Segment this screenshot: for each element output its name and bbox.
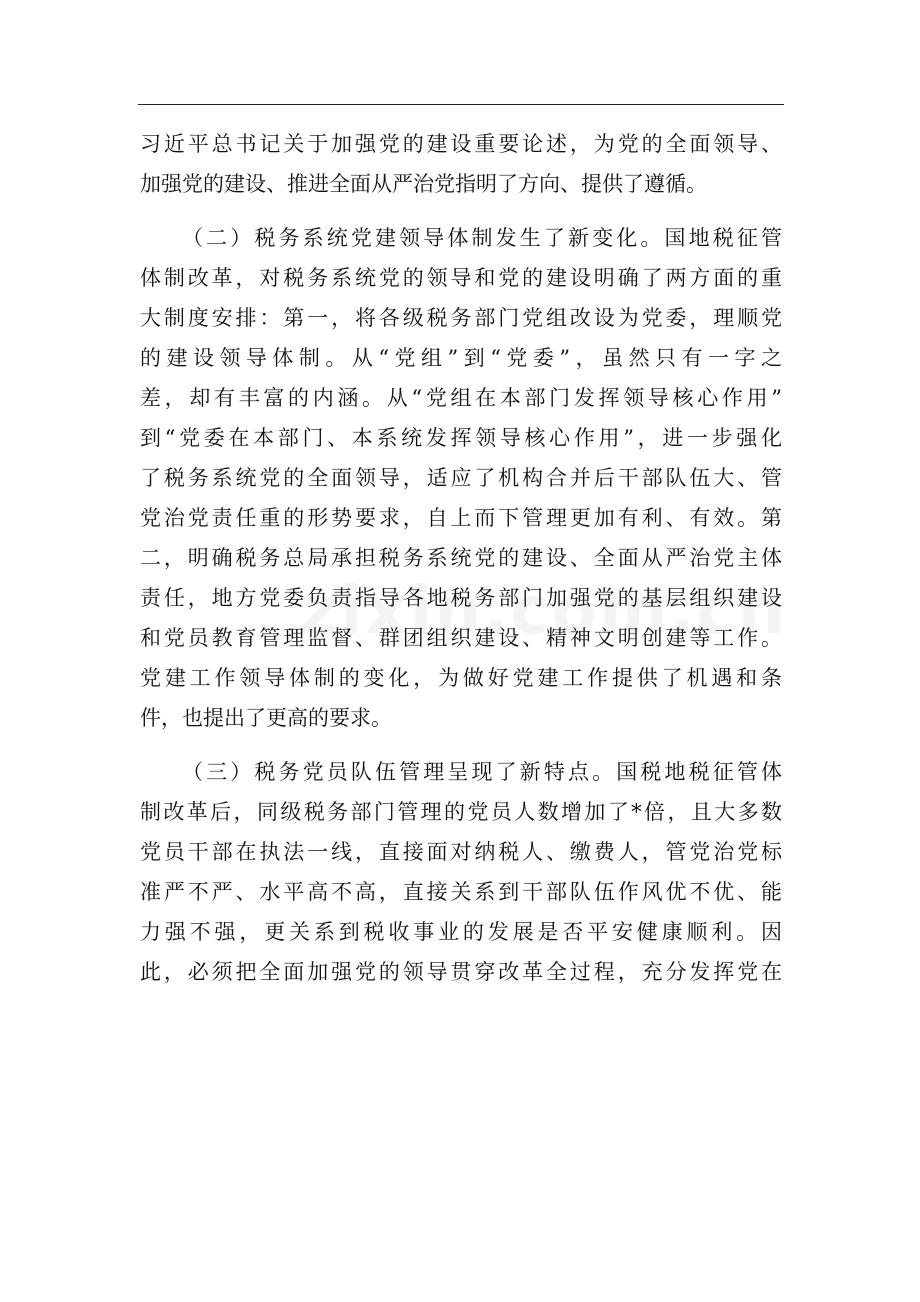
text-line: 党员干部在执法一线，直接面对纳税人、缴费人，管党治党标 bbox=[140, 840, 782, 864]
text-line: 党建工作领导体制的变化，为做好党建工作提供了机遇和条 bbox=[140, 666, 782, 690]
text-line: 件，也提出了更高的要求。 bbox=[140, 706, 392, 730]
text-line: 制改革后，同级税务部门管理的党员人数增加了*倍，且大多数 bbox=[140, 800, 782, 824]
header-rule bbox=[138, 104, 784, 105]
paragraph-1 bbox=[140, 124, 782, 204]
text-line: 差，却有丰富的内涵。从“党组在本部门发挥领导核心作用” bbox=[140, 386, 782, 410]
text-line: 习近平总书记关于加强党的建设重要论述，为党的全面领导、 bbox=[140, 132, 782, 156]
text-line: 和党员教育管理监督、群团组织建设、精神文明创建等工作。 bbox=[140, 626, 782, 650]
paragraph-2 bbox=[140, 218, 782, 738]
text-line: 体制改革，对税务系统党的领导和党的建设明确了两方面的重 bbox=[140, 266, 782, 290]
text-line: 加强党的建设、推进全面从严治党指明了方向、提供了遵循。 bbox=[140, 172, 707, 196]
document-body bbox=[140, 124, 782, 992]
text-line: 此，必须把全面加强党的领导贯穿改革全过程，充分发挥党在 bbox=[140, 960, 782, 984]
text-line: 了税务系统党的全面领导，适应了机构合并后干部队伍大、管 bbox=[140, 466, 782, 490]
text-line: （三）税务党员队伍管理呈现了新特点。国税地税征管体 bbox=[182, 760, 782, 784]
text-line: 大制度安排：第一，将各级税务部门党组改设为党委，理顺党 bbox=[140, 306, 782, 330]
text-line: 党治党责任重的形势要求，自上而下管理更加有利、有效。第 bbox=[140, 506, 782, 530]
text-line: （二）税务系统党建领导体制发生了新变化。国地税征管 bbox=[182, 226, 782, 250]
text-line: 到“党委在本部门、本系统发挥领导核心作用”，进一步强化 bbox=[140, 426, 782, 450]
text-line: 二，明确税务总局承担税务系统党的建设、全面从严治党主体 bbox=[140, 546, 782, 570]
text-line: 的建设领导体制。从“党组”到“党委”，虽然只有一字之 bbox=[140, 346, 782, 370]
text-line: 准严不严、水平高不高，直接关系到干部队伍作风优不优、能 bbox=[140, 880, 782, 904]
text-line: 责任，地方党委负责指导各地税务部门加强党的基层组织建设 bbox=[140, 586, 782, 610]
text-line: 力强不强，更关系到税收事业的发展是否平安健康顺利。因 bbox=[140, 920, 782, 944]
paragraph-3 bbox=[140, 752, 782, 992]
